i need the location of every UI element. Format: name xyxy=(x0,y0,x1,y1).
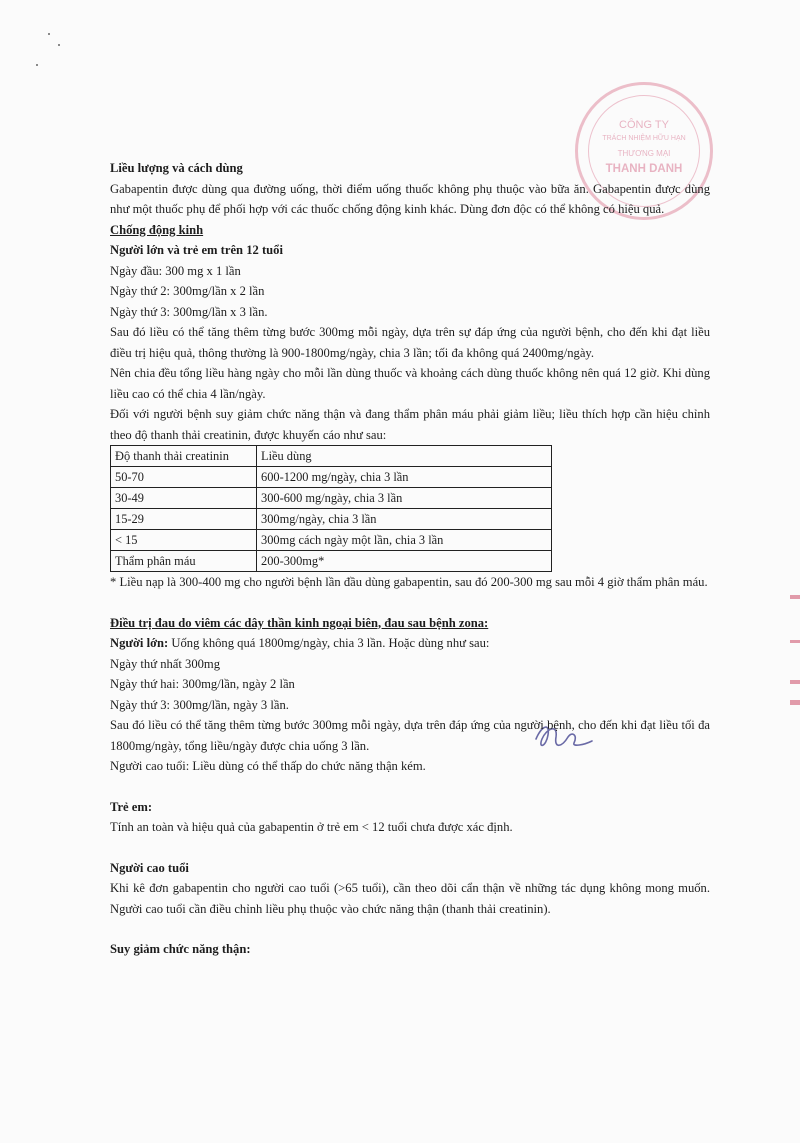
elderly-heading: Người cao tuổi xyxy=(110,860,189,875)
adult-text: Uống không quá 1800mg/ngày, chia 3 lần. Hoặc dùng như sau: xyxy=(168,636,490,650)
scan-edge-mark xyxy=(790,680,800,684)
epilepsy-dose-line: Ngày thứ 2: 300mg/lần x 2 lần xyxy=(110,284,265,298)
epilepsy-paragraph-2: Nên chia đều tổng liều hàng ngày cho mỗi lần dùng thuốc và khoảng cách dùng thuốc không nên quá 12 giờ. Khi dùng liều cao có thể chia 4 lần/ngày. xyxy=(110,366,710,401)
epilepsy-dose-line: Ngày thứ 3: 300mg/lần x 3 lần. xyxy=(110,304,268,319)
epilepsy-dose-line: Ngày đầu: 300 mg x 1 lần xyxy=(110,263,241,278)
spacer xyxy=(110,593,710,613)
neuropathic-dose-line: Ngày thứ 3: 300mg/lần, ngày 3 lần. xyxy=(110,697,289,712)
table-cell: 15-29 xyxy=(111,509,257,530)
scan-edge-mark xyxy=(790,640,800,643)
table-cell: 30-49 xyxy=(111,488,257,509)
adult-label: Người lớn: xyxy=(110,636,169,650)
renal-heading: Suy giảm chức năng thận: xyxy=(110,942,251,956)
table-cell: 200-300mg* xyxy=(257,551,552,572)
table-header-row xyxy=(111,446,552,467)
table-header-cell: Liều dùng xyxy=(257,446,552,467)
table-cell: 50-70 xyxy=(111,467,257,488)
table-cell: < 15 xyxy=(111,530,257,551)
spacer xyxy=(110,838,710,858)
spacer xyxy=(110,919,710,939)
scan-speck xyxy=(58,44,60,46)
spacer xyxy=(110,777,710,797)
elderly-paragraph: Khi kê đơn gabapentin cho người cao tuổi (>65 tuổi), cần theo dõi cẩn thận về những tác dụng không mong muốn. Người cao tuổi cần điều chỉnh liều phụ thuộc vào chức năng thận (thanh thải creatinin). xyxy=(110,881,710,916)
stamp-line-3: THƯƠNG MẠI xyxy=(617,149,671,158)
neuropathic-dose-line: Ngày thứ hai: 300mg/lần, ngày 2 lần xyxy=(110,677,295,691)
children-heading: Trẻ em: xyxy=(110,799,153,814)
table-row xyxy=(111,509,552,530)
document-body xyxy=(110,158,710,960)
table-header-cell: Độ thanh thải creatinin xyxy=(111,446,257,467)
children-paragraph: Tính an toàn và hiệu quả của gabapentin ở trẻ em < 12 tuổi chưa được xác định. xyxy=(110,820,513,834)
dosage-paragraph: Gabapentin được dùng qua đường uống, thời điểm uống thuốc không phụ thuộc vào bữa ăn. Gabapentin được dùng như một thuốc phụ để phối hợp với các thuốc chống động kinh khác. Dùng đơn độc có thể không có hiệu quả. xyxy=(110,181,710,216)
stamp-line-4: THANH DANH xyxy=(605,163,683,175)
table-cell: 600-1200 mg/ngày, chia 3 lần xyxy=(257,467,552,488)
scan-edge-mark xyxy=(790,700,800,705)
neuropathic-paragraph-2: Người cao tuổi: Liều dùng có thể thấp do chức năng thận kém. xyxy=(110,759,426,773)
scan-edge-mark xyxy=(790,595,800,599)
table-row xyxy=(111,467,552,488)
table-cell: 300mg cách ngày một lần, chia 3 lần xyxy=(257,530,552,551)
table-footnote: * Liều nạp là 300-400 mg cho người bệnh lần đầu dùng gabapentin, sau đó 200-300 mg sau mỗi 4 giờ thẩm phân máu. xyxy=(110,575,708,589)
neuropathic-adult-line xyxy=(110,633,710,654)
stamp-line-1: CÔNG TY xyxy=(619,119,669,131)
table-row xyxy=(111,551,552,572)
table-cell: Thẩm phân máu xyxy=(111,551,257,572)
dosage-heading: Liều lượng và cách dùng xyxy=(110,161,243,175)
epilepsy-paragraph-1: Sau đó liều có thể tăng thêm từng bước 300mg mỗi ngày, dựa trên sự đáp ứng của người bệnh, cho đến khi đạt liều điều trị hiệu quả, thông thường là 900-1800mg/ngày, chia 3 lần; tối đa không quá 2400mg/ngày. xyxy=(110,325,710,360)
renal-dose-table xyxy=(110,445,552,572)
table-cell: 300mg/ngày, chia 3 lần xyxy=(257,509,552,530)
table-row xyxy=(111,488,552,509)
table-cell: 300-600 mg/ngày, chia 3 lần xyxy=(257,488,552,509)
stamp-line-2: TRÁCH NHIỆM HỮU HẠN xyxy=(602,135,686,142)
epilepsy-paragraph-3: Đối với người bệnh suy giảm chức năng thận và đang thẩm phân máu phải giảm liều; liều thích hợp cần hiệu chỉnh theo độ thanh thải creatinin, được khuyến cáo như sau: xyxy=(110,407,710,442)
scan-speck xyxy=(36,64,38,66)
neuropathic-paragraph-1: Sau đó liều có thể tăng thêm từng bước 300mg mỗi ngày, dựa trên đáp ứng của người bệnh, cho đến khi đạt liều tối đa 1800mg/ngày, tổng liều/ngày được chia uống 3 lần. xyxy=(110,718,710,753)
scan-speck xyxy=(48,33,50,35)
table-row xyxy=(111,530,552,551)
neuropathic-heading: Điều trị đau do viêm các dây thần kinh ngoại biên, đau sau bệnh zona: xyxy=(110,615,489,630)
epilepsy-heading: Chống động kinh xyxy=(110,222,204,237)
neuropathic-dose-line: Ngày thứ nhất 300mg xyxy=(110,656,221,671)
epilepsy-subheading: Người lớn và trẻ em trên 12 tuổi xyxy=(110,243,283,257)
